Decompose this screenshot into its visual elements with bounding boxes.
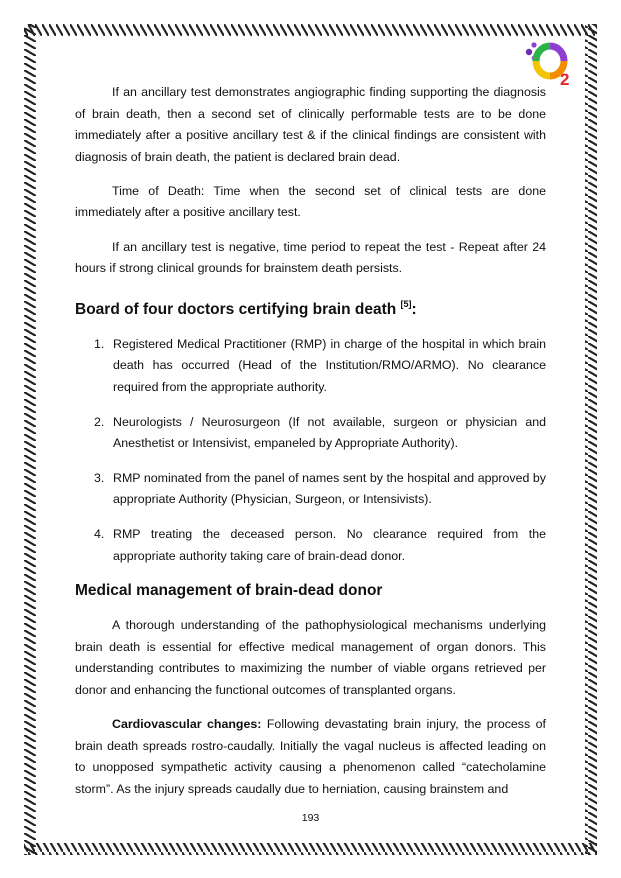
paragraph-ancillary-negative: If an ancillary test is negative, time period to repeat the test - Repeat after 24 hours if strong clinical grounds for brainstem death persists. [75, 239, 546, 276]
page-number: 193 [301, 812, 320, 824]
paragraph-ancillary-positive: If an ancillary test demonstrates angiographic finding supporting the diagnosis of brain death, then a second set of clinically performable tests are to be done immediately after a positive ancillary test & if the clinical findings are consistent with diagnosis of brain death, the patient is declared brain dead. [75, 85, 546, 164]
paragraph-management: A thorough understanding of the pathophysiological mechanisms underlying brain death is essential for effective medical management of organ donors. This understanding contributes to maximizing the number of viable organs retrieved per donor and enhancing the functional outcomes of transplanted organs. [75, 618, 546, 697]
heading-medical-management: Medical management of brain-dead donor [75, 582, 383, 600]
logo-subscript: 2 [560, 70, 570, 88]
cardiovascular-lead: Cardiovascular changes: [112, 716, 262, 731]
board-list [75, 334, 546, 567]
list-item: 3. RMP nominated from the panel of names sent by the hospital and approved by appropriate Authority (Physician, Surgeon, or Intensivists). [94, 470, 546, 507]
list-item: 4. RMP treating the deceased person. No clearance required from the appropriate authority taking care of brain-dead donor. [94, 526, 546, 563]
list-item: 1. Registered Medical Practitioner (RMP) in charge of the hospital in which brain death has occurred (Head of the Institution/RMO/ARMO). No clearance required from the appropriate authority. [94, 336, 546, 394]
page-content [75, 82, 546, 813]
reference-link[interactable]: [5] [400, 298, 412, 309]
list-item: 2. Neurologists / Neurosurgeon (If not available, surgeon or physician and Anesthetist or Intensivist, empaneled by Appropriate Authority). [94, 414, 546, 451]
o2-logo [522, 38, 578, 88]
paragraph-cardiovascular: Cardiovascular changes: Following devastating brain injury, the process of brain death spreads rostro-caudally. Initially the vagal nucleus is affected leading on to unopposed sympathetic activity causing a phenomenon called “catecholamine storm”. As the injury spreads caudally due to herniation, causing brainstem and [75, 716, 546, 796]
paragraph-time-of-death: Time of Death: Time when the second set of clinical tests are done immediately after a positive ancillary test. [75, 183, 546, 220]
heading-board-of-doctors: Board of four doctors certifying brain death [5]: [75, 298, 417, 318]
